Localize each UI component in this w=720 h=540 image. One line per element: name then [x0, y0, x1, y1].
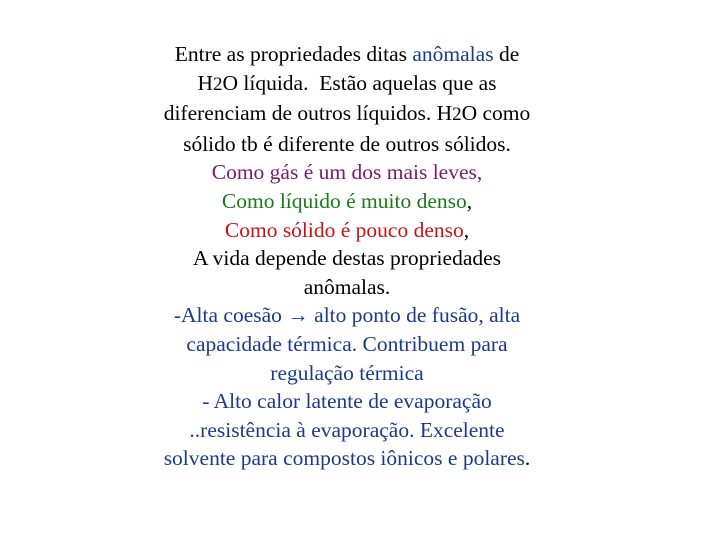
line-3: diferenciam de outros líquidos. H2O como	[163, 101, 531, 126]
line-13: - Alto calor latente de evaporação	[202, 389, 492, 414]
line-14: ..resistência à evaporação. Excelente	[189, 417, 505, 442]
line-9: anômalas.	[303, 274, 391, 299]
line-4: sólido tb é diferente de outros sólidos.	[183, 131, 511, 156]
right-arrow-icon: →	[287, 303, 309, 328]
line-10: -Alta coesão → alto ponto de fusão, alta	[173, 303, 521, 328]
line-15: solvente para compostos iônicos e polares.	[163, 446, 531, 471]
line-1: Entre as propriedades ditas anômalas de	[174, 42, 520, 66]
line-8: A vida depende destas propriedades	[192, 246, 502, 271]
line-12: regulação térmica	[270, 360, 424, 385]
slide-text-block	[0, 40, 694, 473]
highlight-anomalas: anômalas	[412, 42, 494, 66]
line-2: H2O líquida. Estão aquelas que as	[197, 70, 497, 95]
line-6-liquid: Como líquido é muito denso,	[221, 188, 473, 213]
line-11: capacidade térmica. Contribuem para	[186, 331, 508, 356]
line-5-gas: Como gás é um dos mais leves,	[211, 160, 483, 185]
line-7-solid: Como sólido é pouco denso,	[224, 217, 470, 242]
